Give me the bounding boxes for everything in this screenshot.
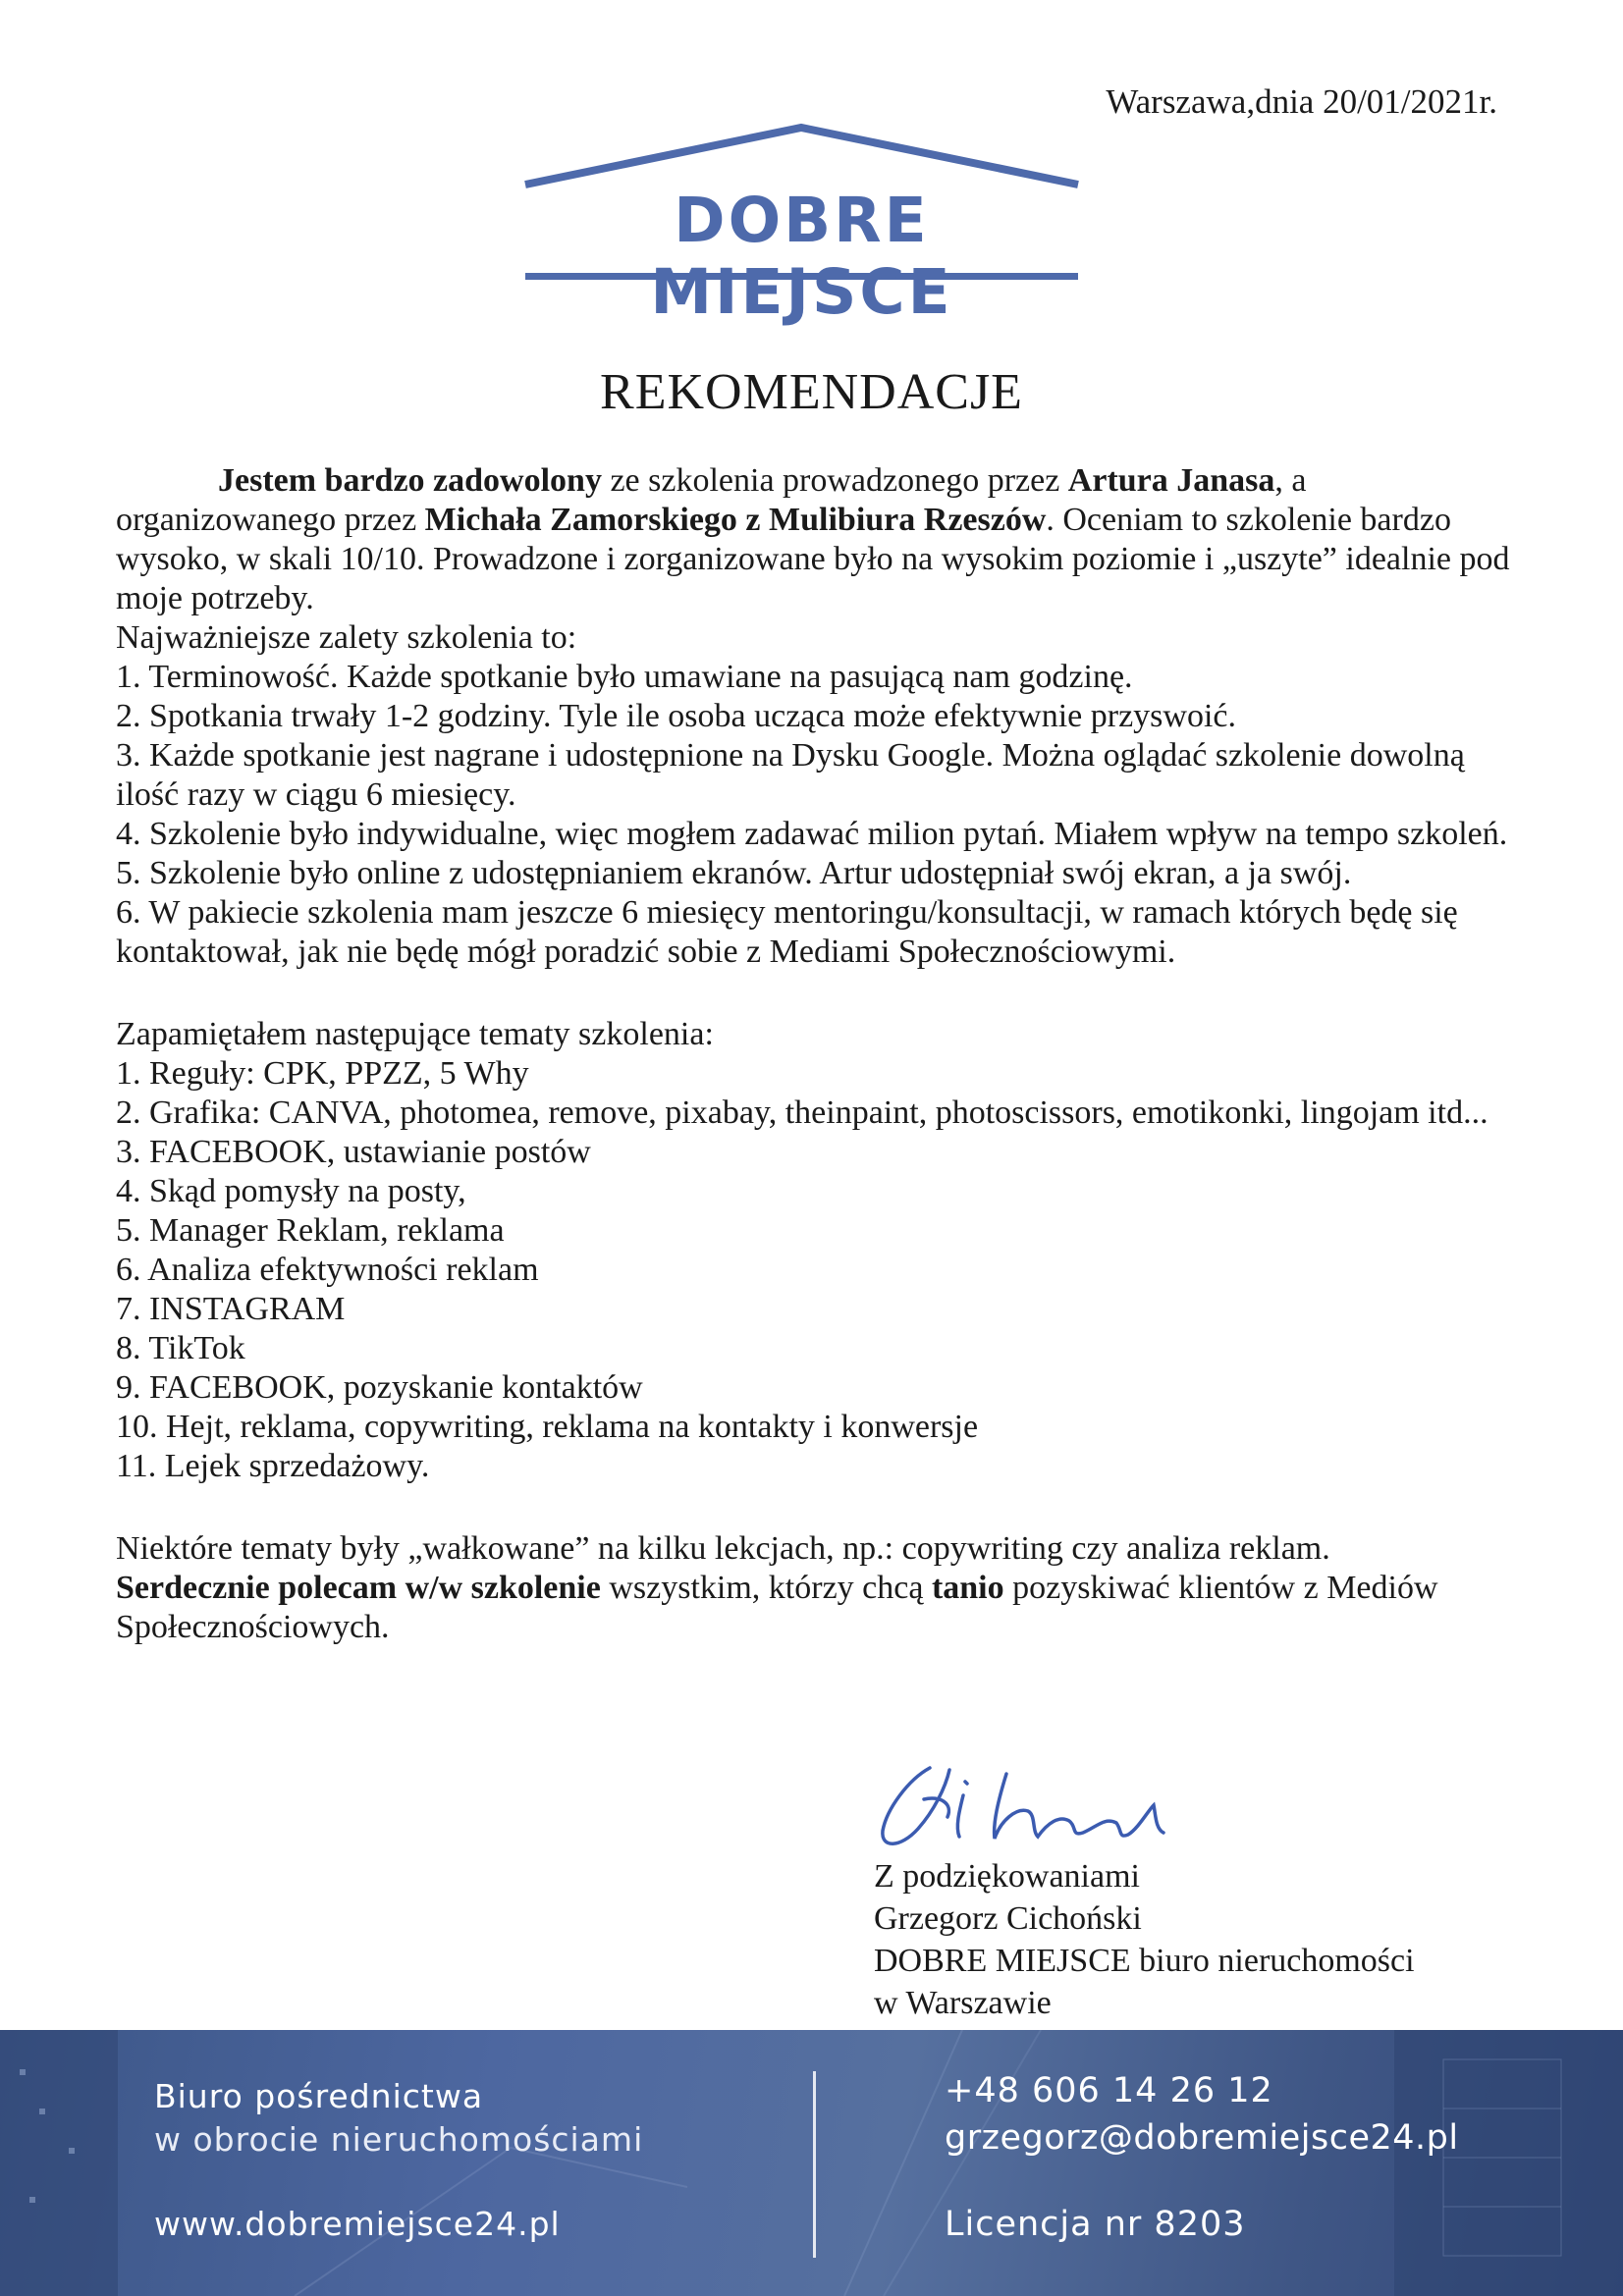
list-item: 5. Manager Reklam, reklama (116, 1212, 505, 1249)
footer-email-link[interactable]: grzegorz@dobremiejsce24.pl (945, 2118, 1459, 2158)
document-title: REKOMENDACJE (600, 364, 1023, 420)
list-item: 5. Szkolenie było online z udostępnianiem ekranów. Artur udostępniał swój ekran, a ja swój. (116, 855, 1352, 891)
list-item: 10. Hejt, reklama, copywriting, reklama na kontakty i konwersje (116, 1409, 979, 1445)
footer-divider (813, 2071, 816, 2258)
topics-heading: Zapamiętałem następujące tematy szkolenia: (116, 1016, 714, 1052)
footer-tagline-2: w obrocie nieruchomościami (154, 2120, 644, 2159)
list-item: 11. Lejek sprzedażowy. (116, 1448, 430, 1484)
signer-company: DOBRE MIEJSCE biuro nieruchomości (874, 1943, 1415, 1979)
list-item: 1. Reguły: CPK, PPZZ, 5 Why (116, 1055, 529, 1092)
footer-tagline-1: Biuro pośrednictwa (154, 2077, 484, 2115)
intro-paragraph: Jestem bardzo zadowolony ze szkolenia prowadzonego przez Artura Janasa, a organizowanego przez Michała Zamorskiego z Mulibiura Rzeszów. Oceniam to szkolenie bardzo wysoko, w skali 10/10. Prowadzone i zorganizowane było na wysokim poziomie i „uszyte” idealnie pod moje potrzeby. (116, 462, 1510, 616)
date: Warszawa,dnia 20/01/2021r. (1106, 82, 1497, 121)
footer-phone[interactable]: +48 606 14 26 12 (945, 2071, 1273, 2110)
company-logo (523, 120, 1080, 328)
closing-greeting: Z podziękowaniami (874, 1858, 1140, 1895)
list-item: 8. TikTok (116, 1330, 245, 1366)
footer-banner (0, 2030, 1623, 2296)
list-item: 2. Grafika: CANVA, photomea, remove, pixabay, theinpaint, photoscissors, emotikonki, lingojam itd... (116, 1095, 1488, 1131)
letter-body (116, 461, 1520, 1647)
logo-wordmark: DOBRE MIEJSCE (650, 185, 953, 328)
advantages-heading: Najważniejsze zalety szkolenia to: (116, 619, 577, 656)
city-night-background (0, 2030, 1623, 2296)
list-item: 1. Terminowość. Każde spotkanie było umawiane na pasującą nam godzinę. (116, 659, 1133, 695)
list-item: 3. Każde spotkanie jest nagrane i udostępnione na Dysku Google. Można oglądać szkolenie dowolną ilość razy w ciągu 6 miesięcy. (116, 737, 1465, 813)
list-item: 3. FACEBOOK, ustawianie postów (116, 1134, 591, 1170)
summary-line: Niektóre tematy były „wałkowane” na kilku lekcjach, np.: copywriting czy analiza reklam. (116, 1530, 1330, 1567)
list-item: 6. W pakiecie szkolenia mam jeszcze 6 miesięcy mentoringu/konsultacji, w ramach których będę się kontaktował, jak nie będę mógł poradzić sobie z Mediami Społecznościowymi. (116, 894, 1458, 970)
signer-city: w Warszawie (874, 1985, 1052, 2021)
recommendation-line: Serdecznie polecam w/w szkolenie wszystkim, którzy chcą tanio pozyskiwać klientów z Mediów Społecznościowych. (116, 1570, 1438, 1645)
list-item: 7. INSTAGRAM (116, 1291, 346, 1327)
list-item: 2. Spotkania trwały 1-2 godziny. Tyle ile osoba ucząca może efektywnie przyswoić. (116, 698, 1236, 734)
closing-block (874, 1855, 1415, 2024)
list-item: 4. Szkolenie było indywidualne, więc mogłem zadawać milion pytań. Miałem wpływ na tempo szkoleń. (116, 816, 1508, 852)
signer-name: Grzegorz Cichoński (874, 1900, 1142, 1937)
list-item: 4. Skąd pomysły na posty, (116, 1173, 466, 1209)
handwritten-signature (869, 1752, 1242, 1860)
footer-license: Licencja nr 8203 (945, 2205, 1246, 2244)
list-item: 9. FACEBOOK, pozyskanie kontaktów (116, 1369, 643, 1406)
list-item: 6. Analiza efektywności reklam (116, 1252, 539, 1288)
footer-website-link[interactable]: www.dobremiejsce24.pl (154, 2205, 561, 2243)
